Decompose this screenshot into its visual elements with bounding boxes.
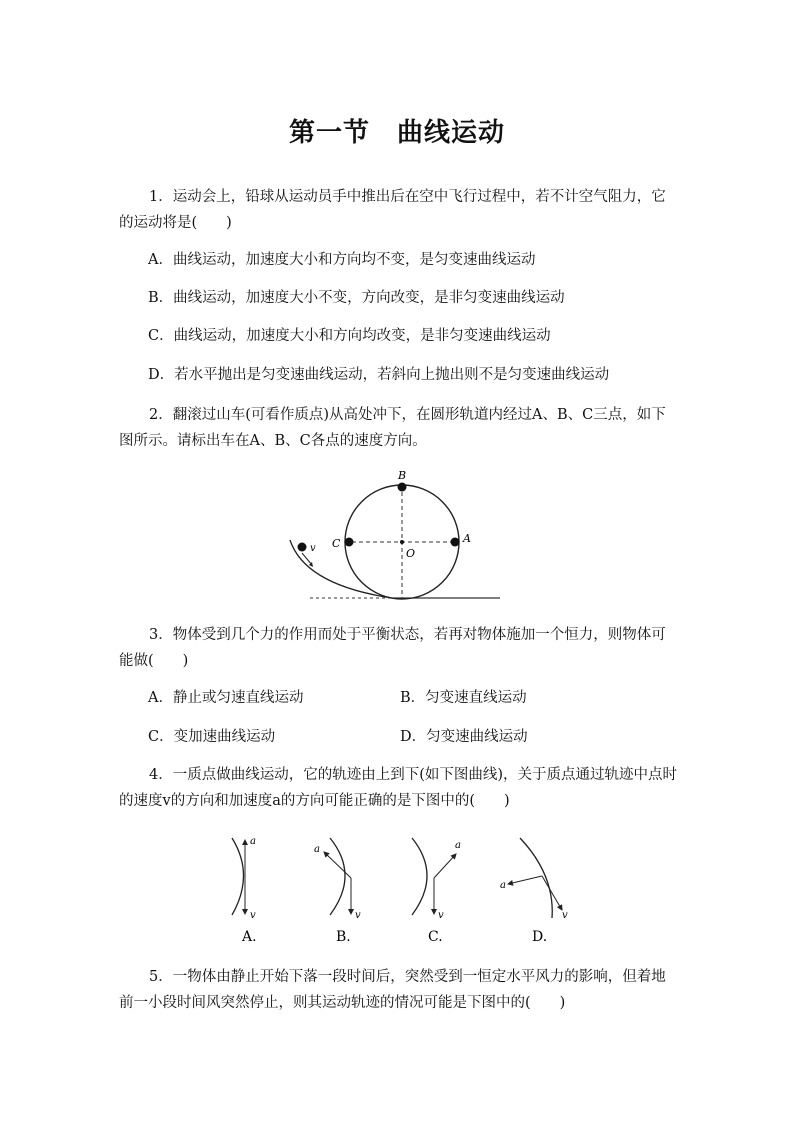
question-1-option-a: A．曲线运动，加速度大小和方向均不变，是匀变速曲线运动	[148, 252, 536, 268]
question-3-stem: 3．物体受到几个力的作用而处于平衡状态，若再对物体施加一个恒力，则物体可能做( )	[119, 627, 666, 669]
option-c-caption: C.	[428, 929, 443, 945]
option-b-label-a: a	[314, 844, 320, 855]
question-3-option-c: C．变加速曲线运动	[148, 729, 276, 745]
car-velocity-arrow	[302, 553, 312, 565]
option-c-diagram	[412, 838, 461, 945]
point-a-dot	[451, 538, 460, 547]
point-b-dot	[398, 483, 407, 492]
option-d-label-v: v	[562, 910, 568, 921]
option-b-caption: B.	[336, 929, 351, 945]
option-a-label-a: a	[250, 836, 256, 847]
question-4-stem: 4．一质点做曲线运动，它的轨迹由上到下(如下图曲线)，关于质点通过轨迹中点时的速度v的方向和加速度a的方向可能正确的是下图中的( )	[119, 767, 678, 809]
label-o: O	[406, 547, 416, 560]
center-o-dot	[400, 540, 404, 544]
question-1-option-d: D．若水平抛出是匀变速曲线运动，若斜向上抛出则不是匀变速曲线运动	[148, 367, 610, 383]
page-title: 第一节 曲线运动	[288, 118, 505, 148]
trajectory-options-figure	[210, 830, 590, 950]
question-5-stem: 5．一物体由静止开始下落一段时间后，突然受到一恒定水平风力的影响，但着地前一小段时间风突然停止，则其运动轨迹的情况可能是下图中的( )	[119, 969, 666, 1011]
question-1-option-c: C．曲线运动，加速度大小和方向均改变，是非匀变速曲线运动	[148, 328, 551, 344]
option-b-diagram	[314, 838, 361, 945]
label-c: C	[332, 537, 341, 550]
option-a-diagram	[232, 836, 257, 945]
question-2-stem: 2．翻滚过山车(可看作质点)从高处冲下，在圆形轨道内经过A、B、C三点，如下图所示。请标出车在A、B、C各点的速度方向。	[119, 407, 666, 449]
question-3-option-d: D．匀变速曲线运动	[400, 729, 528, 745]
option-c-label-a: a	[455, 840, 461, 851]
question-3-option-a: A．静止或匀速直线运动	[148, 690, 304, 706]
label-b: B	[398, 469, 407, 482]
option-d-caption: D.	[532, 929, 548, 945]
loop-track-figure	[280, 465, 510, 610]
option-d-label-a: a	[500, 880, 506, 891]
option-a-label-v: v	[250, 910, 256, 921]
point-c-dot	[345, 538, 354, 547]
question-3-option-b: B．匀变速直线运动	[400, 690, 527, 706]
question-1-option-b: B．曲线运动，加速度大小不变，方向改变，是非匀变速曲线运动	[148, 290, 565, 306]
label-v: v	[310, 543, 316, 554]
option-d-diagram	[500, 838, 568, 945]
option-c-label-v: v	[438, 910, 444, 921]
label-a: A	[463, 532, 471, 545]
car-dot	[298, 543, 307, 552]
option-b-label-v: v	[355, 910, 361, 921]
question-1-stem: 1．运动会上，铅球从运动员手中推出后在空中飞行过程中，若不计空气阻力，它的运动将是( )	[119, 189, 666, 231]
option-a-caption: A.	[242, 929, 257, 945]
